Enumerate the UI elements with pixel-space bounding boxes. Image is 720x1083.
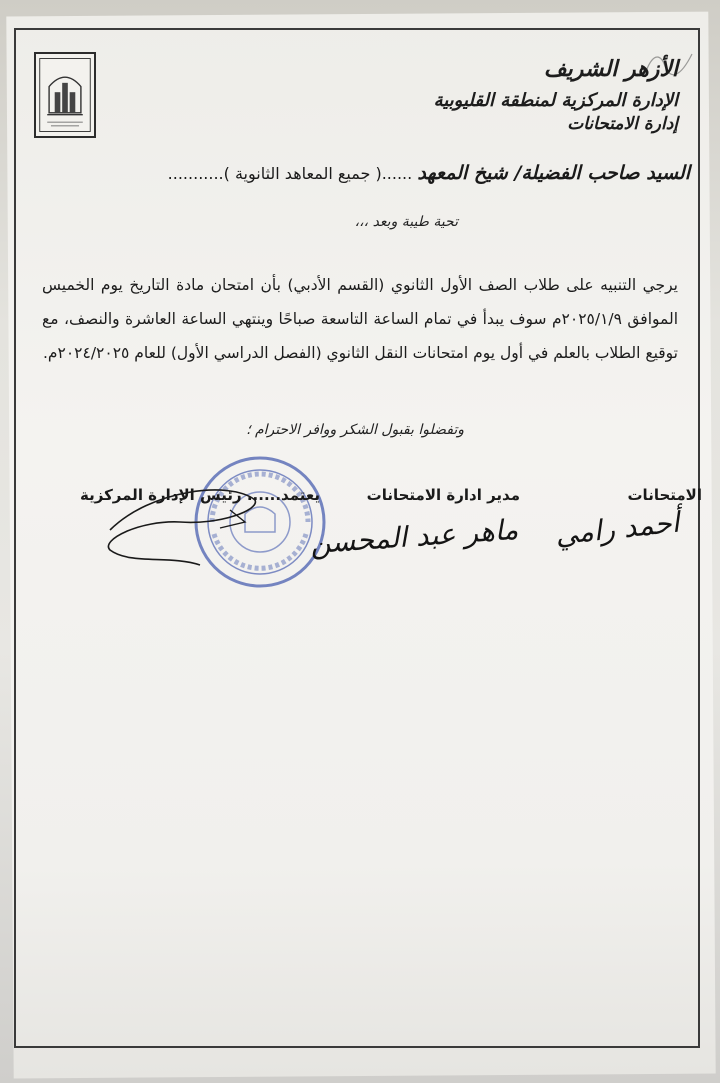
header-institution: الأزهر الشريف [543,56,678,82]
addressee-line [50,162,690,184]
addressee-title: السيد صاحب الفضيلة/ شيخ المعهد [417,162,690,184]
handwritten-signature-manager: ماهر عبد المحسن [308,512,519,561]
header-exams-department: إدارة الامتحانات [567,114,678,134]
signature-label-exams: الامتحانات [627,486,702,504]
addressee-target: ......( جميع المعاهد الثانوية )........... [167,164,413,183]
letter-body: يرجي التنبيه على طلاب الصف الأول الثانوي (القسم الأدبي) بأن امتحان مادة التاريخ يوم الخميس الموافق ٢٠٢٥/١/٩م سوف يبدأ في تمام الساعة التاسعة صباحًا وينتهي الساعة العاشرة والنصف، مع توقيع الطلاب بالعلم في أول يوم امتحانات النقل الثانوي (الفصل الدراسي الأول) للعام ٢٠٢٤/٢٠٢٥م. [42,276,678,362]
azhar-logo [34,52,96,138]
closing-line: وتفضلوا بقبول الشكر ووافر الاحترام ؛ [246,422,464,438]
greeting: تحية طيبة وبعد ،،، [354,214,458,230]
signature-label-approval: يعتمد...... رئيس الإدارة المركزية [80,486,320,504]
header-central-administration: الإدارة المركزية لمنطقة القليوبية [433,90,678,111]
signature-label-exams-manager: مدير ادارة الامتحانات [366,486,520,504]
handwritten-signature-exams: أحمد رامي [554,505,682,552]
